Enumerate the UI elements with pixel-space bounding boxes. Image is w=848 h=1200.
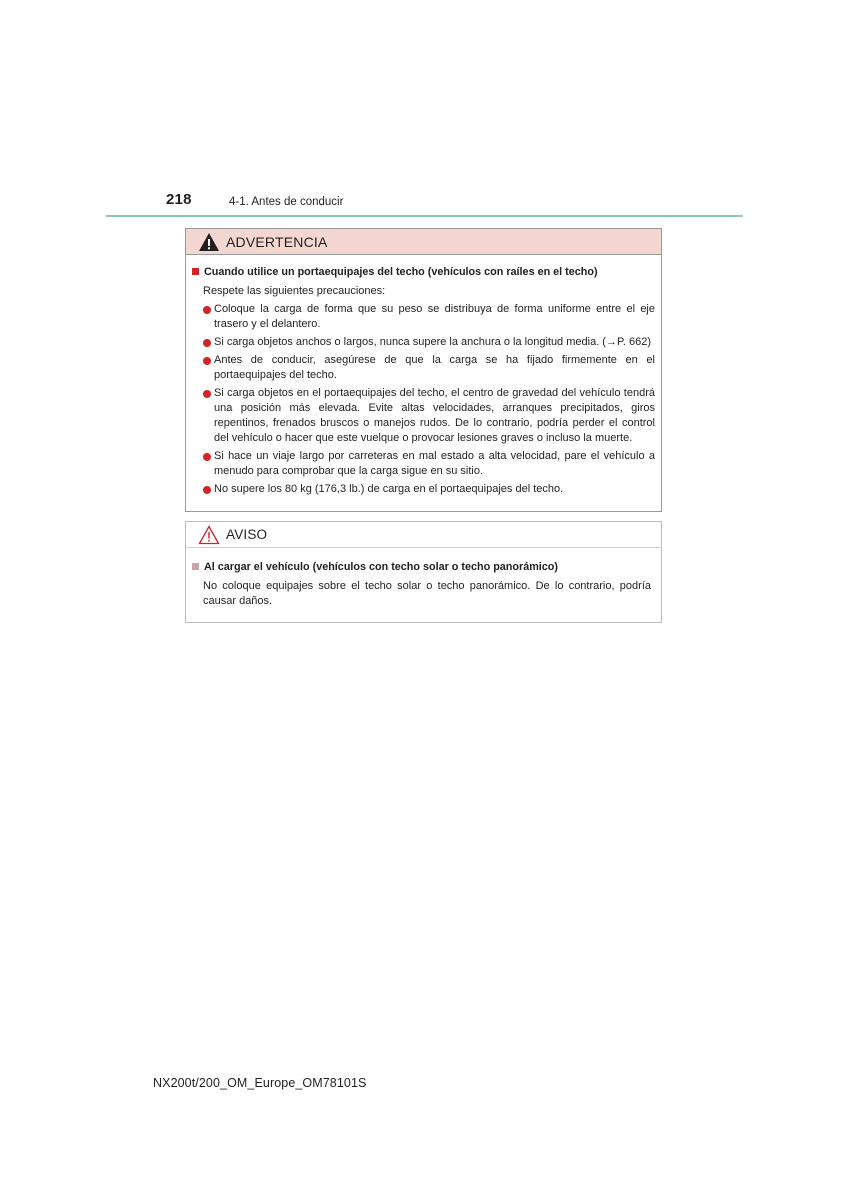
square-bullet-icon (192, 563, 199, 570)
caution-triangle-icon (198, 525, 220, 545)
footer-doc-id: NX200t/200_OM_Europe_OM78101S (153, 1076, 367, 1090)
bullet-dot-icon (203, 390, 211, 398)
caution-header (186, 522, 661, 548)
caution-text: No coloque equipajes sobre el techo solar o techo panorámico. De lo contrario, podría causar daños. (203, 580, 651, 607)
warning-body (186, 255, 661, 497)
bullet-dot-icon (203, 486, 211, 494)
list-item: Si carga objetos anchos o largos, nunca supere la anchura o la longitud media. (→P. 662) (203, 335, 655, 350)
caution-topic-text: Al cargar el vehículo (vehículos con techo solar o techo panorámico) (204, 561, 558, 573)
warning-topic (192, 265, 655, 280)
bullet-dot-icon (203, 339, 211, 347)
warning-topic-text: Cuando utilice un portaequipajes del techo (vehículos con raíles en el techo) (204, 266, 598, 278)
list-item: Si carga objetos en el portaequipajes del techo, el centro de gravedad del vehículo tendrá una posición más elevada. Evite altas velocidades, arranques precipitados, giros repentinos, frenados bruscos o manejos rudos. De lo contrario, podría perder el control del vehículo o hacer que este vuelque o provocar lesiones graves o incluso la muerte. (203, 386, 655, 446)
warning-box (185, 228, 662, 512)
warning-header (186, 229, 661, 255)
page-number: 218 (166, 191, 192, 208)
list-item: Coloque la carga de forma que su peso se distribuya de forma uniforme entre el eje trasero y el delantero. (203, 302, 655, 332)
caution-body (186, 548, 661, 609)
bullet-dot-icon (203, 357, 211, 365)
bullet-dot-icon (203, 453, 211, 461)
section-title: 4-1. Antes de conducir (229, 196, 344, 208)
header-divider (106, 215, 743, 217)
caution-topic (192, 560, 655, 575)
warning-triangle-icon (198, 232, 220, 252)
warning-list (192, 302, 655, 497)
bullet-dot-icon (203, 306, 211, 314)
list-item: No supere los 80 kg (176,3 lb.) de carga en el portaequipajes del techo. (203, 482, 655, 497)
warning-intro: Respete las siguientes precauciones: (203, 285, 386, 297)
caution-box (185, 521, 662, 623)
square-bullet-icon (192, 268, 199, 275)
list-item: Antes de conducir, asegúrese de que la carga se ha fijado firmemente en el portaequipajes del techo. (203, 353, 655, 383)
caution-title: AVISO (226, 527, 268, 542)
list-item: Si hace un viaje largo por carreteras en mal estado a alta velocidad, pare el vehículo a menudo para comprobar que la carga sigue en su sitio. (203, 449, 655, 479)
warning-title: ADVERTENCIA (226, 233, 328, 250)
